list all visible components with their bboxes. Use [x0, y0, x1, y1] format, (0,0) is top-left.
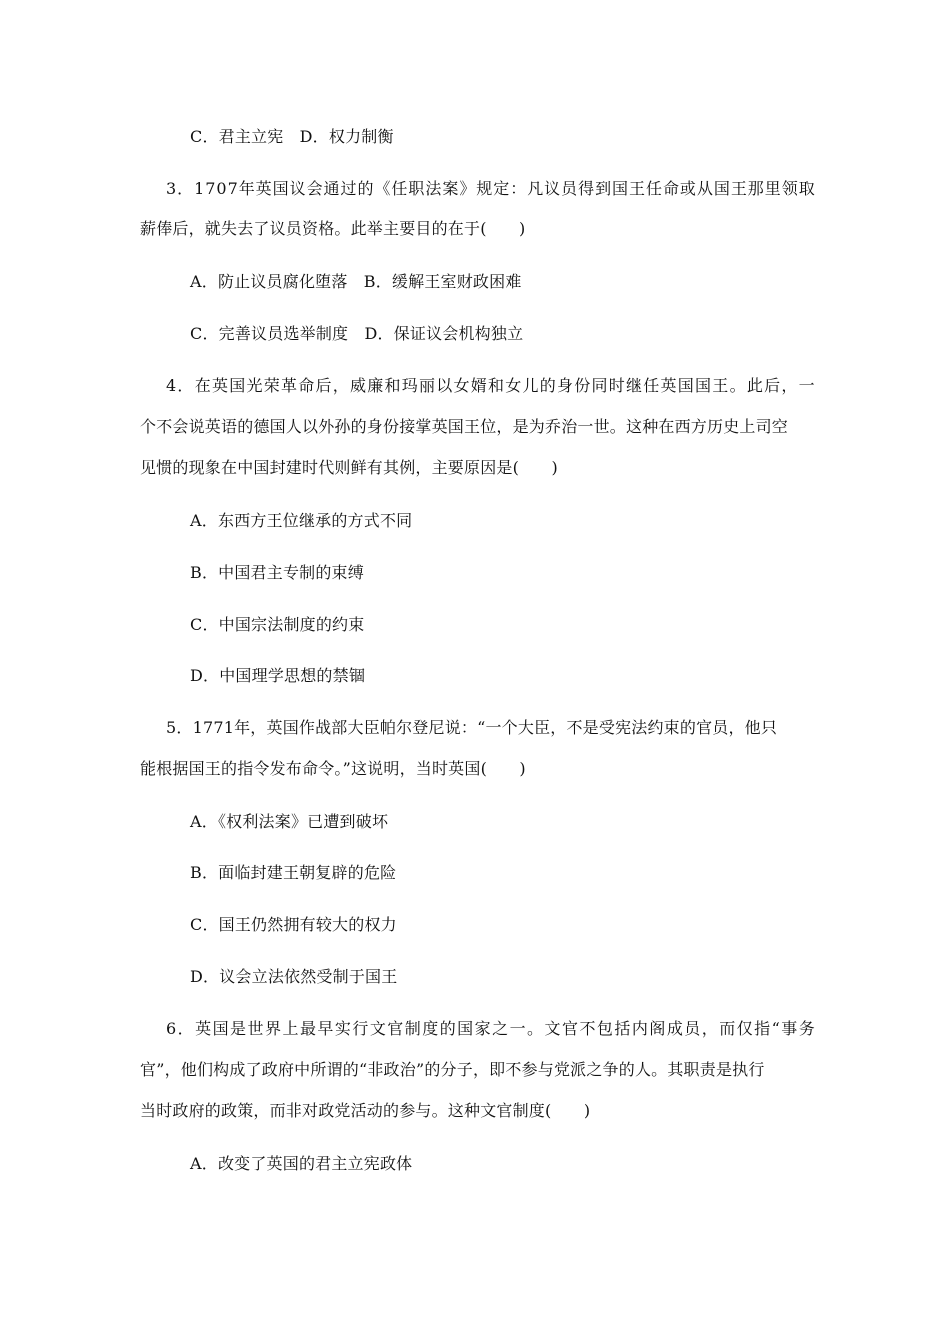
q5-option-a: A．《权利法案》已遭到破坏 [190, 812, 389, 831]
q3-stem-line2: 薪俸后，就失去了议员资格。此举主要目的在于( ) [140, 219, 526, 238]
q4-stem-line2: 个不会说英语的德国人以外孙的身份接掌英国王位，是为乔治一世。这种在西方历史上司空 [140, 417, 789, 436]
q4-option-c: C．中国宗法制度的约束 [190, 615, 365, 634]
q4-stem-line3: 见惯的现象在中国封建时代则鲜有其例，主要原因是( ) [140, 458, 558, 477]
q6-stem-line2: 官”，他们构成了政府中所谓的“非政治”的分子，即不参与党派之争的人。其职责是执行 [140, 1060, 765, 1079]
q5-stem-line2: 能根据国王的指令发布命令。”这说明，当时英国( ) [140, 759, 526, 778]
q3-options-ab: A．防止议员腐化堕落 B．缓解王室财政困难 [190, 272, 522, 291]
q6-stem-line3: 当时政府的政策，而非对政党活动的参与。这种文官制度( ) [140, 1101, 591, 1120]
q4-option-b: B．中国君主专制的束缚 [190, 563, 364, 582]
q4-option-d: D．中国理学思想的禁锢 [190, 666, 366, 685]
q5-option-d: D．议会立法依然受制于国王 [190, 967, 398, 986]
q5-option-c: C．国王仍然拥有较大的权力 [190, 915, 397, 934]
q3-options-cd: C．完善议员选举制度 D．保证议会机构独立 [190, 324, 524, 343]
q4-option-a: A．东西方王位继承的方式不同 [190, 511, 413, 530]
q3-stem-line1: 3．1707年英国议会通过的《任职法案》规定：凡议员得到国王任命或从国王那里领取 [166, 179, 816, 198]
q6-option-a: A．改变了英国的君主立宪政体 [190, 1154, 413, 1173]
q4-stem-line1: 4．在英国光荣革命后，威廉和玛丽以女婿和女儿的身份同时继任英国国王。此后，一 [166, 376, 816, 395]
q5-stem-line1: 5．1771年，英国作战部大臣帕尔登尼说：“一个大臣，不是受宪法约束的官员，他只 [166, 718, 778, 737]
q5-option-b: B．面临封建王朝复辟的危险 [190, 863, 397, 882]
q6-stem-line1: 6．英国是世界上最早实行文官制度的国家之一。文官不包括内阁成员，而仅指“事务 [166, 1019, 817, 1038]
q2-options-cd: C．君主立宪 D．权力制衡 [190, 127, 394, 146]
